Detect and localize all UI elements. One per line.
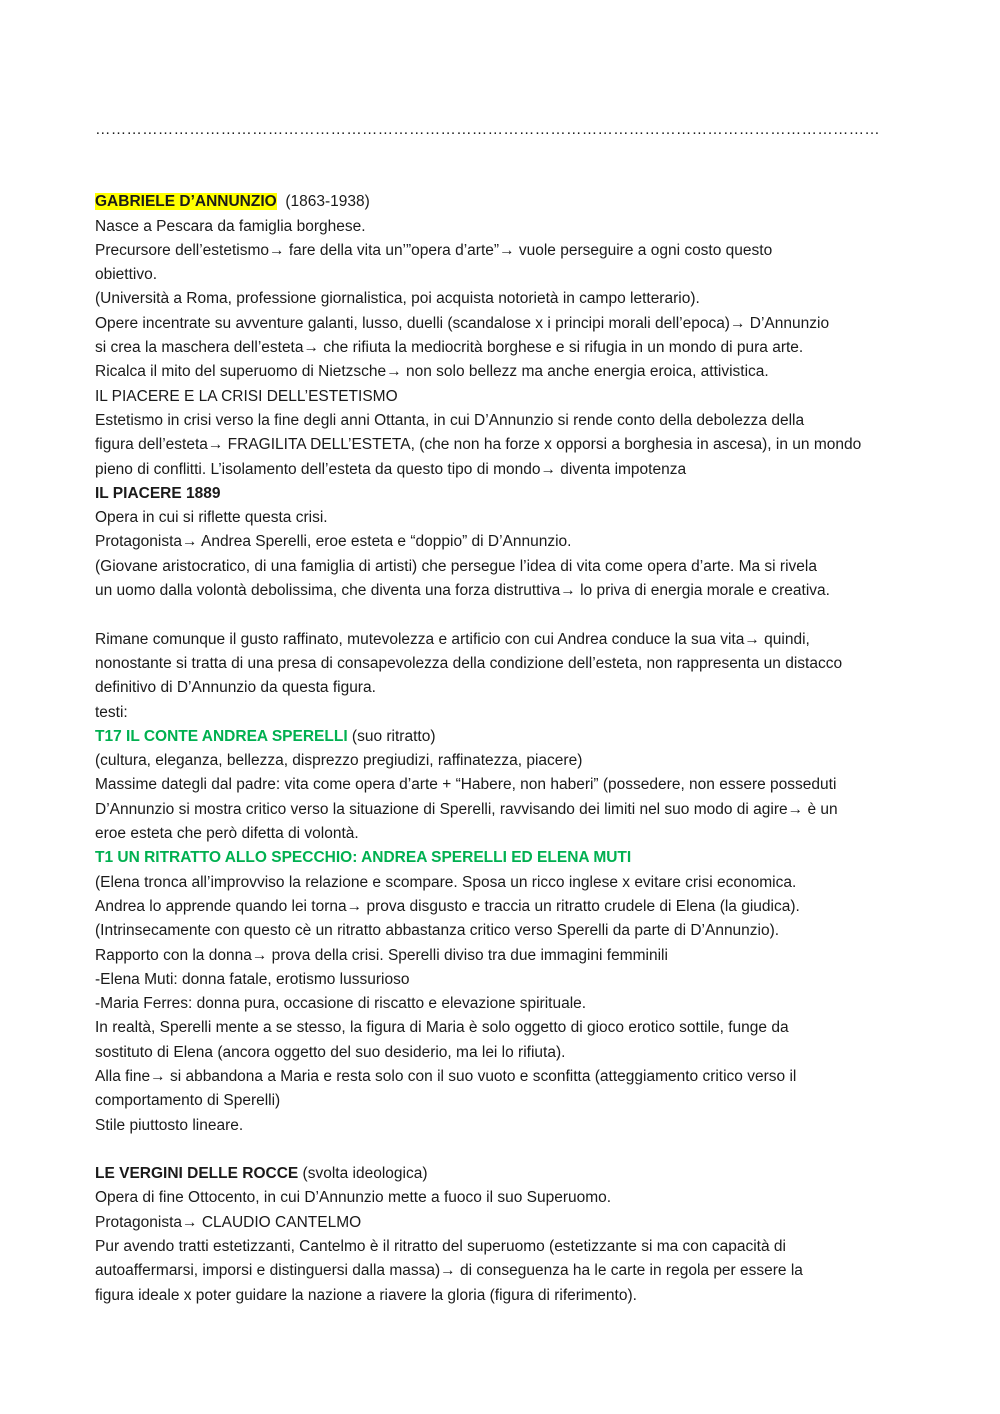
t17-subtitle: (suo ritratto) (347, 727, 436, 745)
intro-line-3: obiettivo. (95, 266, 158, 284)
t17-line-1: (cultura, eleganza, bellezza, disprezzo pregiudizi, raffinatezza, piacere) (95, 752, 583, 770)
vergini-line-1: Opera di fine Ottocento, in cui D’Annunzio mette a fuoco il suo Superuomo. (95, 1189, 612, 1207)
piacere-line-3: (Giovane aristocratico, di una famiglia di artisti) che persegue l’idea di vita come opera d’arte. Ma si rivela (95, 557, 817, 575)
t1-line-3: (Intrinsecamente con questo cè un ritratto abbastanza critico verso Sperelli da parte di D’Annunzio). (95, 922, 780, 940)
arrow-icon: → (269, 241, 285, 259)
intro-line-2: Precursore dell’estetismo→ fare della vita un’”opera d’arte”→ vuole perseguire a ogni costo questo (95, 241, 773, 259)
t1-line-8: sostituto di Elena (ancora oggetto del suo desiderio, ma lei lo rifiuta). (95, 1043, 566, 1061)
t1-line-6: -Maria Ferres: donna pura, occasione di riscatto e elevazione spirituale. (95, 995, 587, 1013)
crisis-line-2: figura dell’esteta→ FRAGILITA DELL’ESTETA, (che non ha forze x opporsi a borghesia in ascesa), in un mondo (95, 436, 862, 454)
author-dates: (1863-1938) (285, 193, 370, 211)
t17-title: T17 IL CONTE ANDREA SPERELLI (95, 727, 348, 745)
t17-line-3: D’Annunzio si mostra critico verso la situazione di Sperelli, ravvisando dei limiti nel suo modo di agire→ è un (95, 800, 838, 818)
t1-line-10: comportamento di Sperelli) (95, 1092, 281, 1110)
arrow-icon: → (499, 241, 515, 259)
separator-line: …………………………………………………………………………………………………………………………………… (95, 121, 880, 138)
arrow-icon: → (386, 363, 402, 381)
arrow-icon: → (150, 1067, 166, 1085)
arrow-icon: → (182, 1213, 198, 1231)
vergini-heading (95, 1162, 910, 1186)
document-page (95, 118, 910, 1308)
piacere-line-4: un uomo dalla volontà debolissima, che diventa una forza distruttiva→ lo priva di energia morale e creativa. (95, 582, 830, 600)
vergini-line-5: figura ideale x poter guidare la nazione a riavere la gloria (figura di riferimento). (95, 1286, 637, 1304)
t17-heading (95, 725, 910, 749)
blank-line (95, 1138, 910, 1162)
piacere-line-5: Rimane comunque il gusto raffinato, mutevolezza e artificio con cui Andrea conduce la sua vita→ quindi, (95, 630, 810, 648)
intro-line-1: Nasce a Pescara da famiglia borghese. (95, 217, 366, 235)
arrow-icon: → (346, 897, 363, 915)
t1-line-11: Stile piuttosto lineare. (95, 1116, 244, 1134)
vergini-line-2: Protagonista→ CLAUDIO CANTELMO (95, 1213, 362, 1231)
intro-line-4: (Università a Roma, professione giornalistica, poi acquista notorietà in campo letterario). (95, 290, 700, 308)
vergini-line-3: Pur avendo tratti estetizzanti, Cantelmo è il ritratto del superuomo (estetizzante si ma con capacità di (95, 1238, 786, 1256)
arrow-icon: → (729, 314, 746, 332)
t1-line-5: -Elena Muti: donna fatale, erotismo lussurioso (95, 970, 410, 988)
arrow-icon: → (540, 460, 556, 478)
author-heading (95, 190, 910, 214)
arrow-icon: → (744, 630, 760, 648)
arrow-icon: → (251, 946, 268, 964)
crisis-line-3: pieno di conflitti. L’isolamento dell’esteta da questo tipo di mondo→ diventa impotenza (95, 460, 687, 478)
piacere-line-1: Opera in cui si riflette questa crisi. (95, 509, 328, 527)
t1-line-4: Rapporto con la donna→ prova della crisi. Sperelli diviso tra due immagini femminili (95, 946, 668, 964)
arrow-icon: → (787, 800, 804, 818)
arrow-icon: → (560, 582, 576, 600)
t1-heading: T1 UN RITRATTO ALLO SPECCHIO: ANDREA SPERELLI ED ELENA MUTI (95, 849, 632, 867)
intro-line-7: Ricalca il mito del superuomo di Nietzsche→ non solo bellezz ma anche energia eroica, attivistica. (95, 363, 769, 381)
piacere-line-6: nonostante si tratta di una presa di consapevolezza della condizione dell’esteta, non rappresenta un distacco (95, 654, 843, 672)
vergini-title: LE VERGINI DELLE ROCCE (95, 1165, 299, 1183)
piacere-line-8: testi: (95, 703, 128, 721)
t17-line-4: eroe esteta che però difetta di volontà. (95, 825, 359, 843)
arrow-icon: → (303, 339, 319, 357)
blank-line (95, 603, 910, 627)
arrow-icon: → (182, 533, 198, 551)
intro-line-6: si crea la maschera dell’esteta→ che rifiuta la mediocrità borghese e si rifugia in un mondo di pura arte. (95, 339, 804, 357)
t1-line-7: In realtà, Sperelli mente a se stesso, la figura di Maria è solo oggetto di gioco erotico sottile, funge da (95, 1019, 789, 1037)
vergini-line-4: autoaffermarsi, imporsi e distinguersi dalla massa)→ di conseguenza ha le carte in regola per essere la (95, 1262, 803, 1280)
t1-line-2: Andrea lo apprende quando lei torna→ prova disgusto e traccia un ritratto crudele di Elena (la giudica). (95, 897, 800, 915)
arrow-icon: → (440, 1262, 456, 1280)
piacere-heading: IL PIACERE 1889 (95, 484, 221, 502)
vergini-subtitle: (svolta ideologica) (298, 1165, 428, 1183)
intro-line-5: Opere incentrate su avventure galanti, lusso, duelli (scandalose x i principi morali dell’epoca)→ D’Annunzio (95, 314, 830, 332)
t1-line-1: (Elena tronca all’improvviso la relazione e scompare. Sposa un ricco inglese x evitare crisi economica. (95, 873, 797, 891)
t17-line-2: Massime dategli dal padre: vita come opera d’arte + “Habere, non haberi” (possedere, non essere posseduti (95, 776, 837, 794)
arrow-icon: → (207, 436, 224, 454)
crisis-heading: IL PIACERE E LA CRISI DELL’ESTETISMO (95, 387, 398, 405)
crisis-line-1: Estetismo in crisi verso la fine degli anni Ottanta, in cui D’Annunzio si rende conto della debolezza della (95, 411, 805, 429)
piacere-line-7: definitivo di D’Annunzio da questa figura. (95, 679, 376, 697)
t1-line-9: Alla fine→ si abbandona a Maria e resta solo con il suo vuoto e sconfitta (atteggiamento critico verso il (95, 1067, 797, 1085)
piacere-line-2: Protagonista→ Andrea Sperelli, eroe esteta e “doppio” di D’Annunzio. (95, 533, 572, 551)
author-name: GABRIELE D’ANNUNZIO (95, 193, 277, 211)
